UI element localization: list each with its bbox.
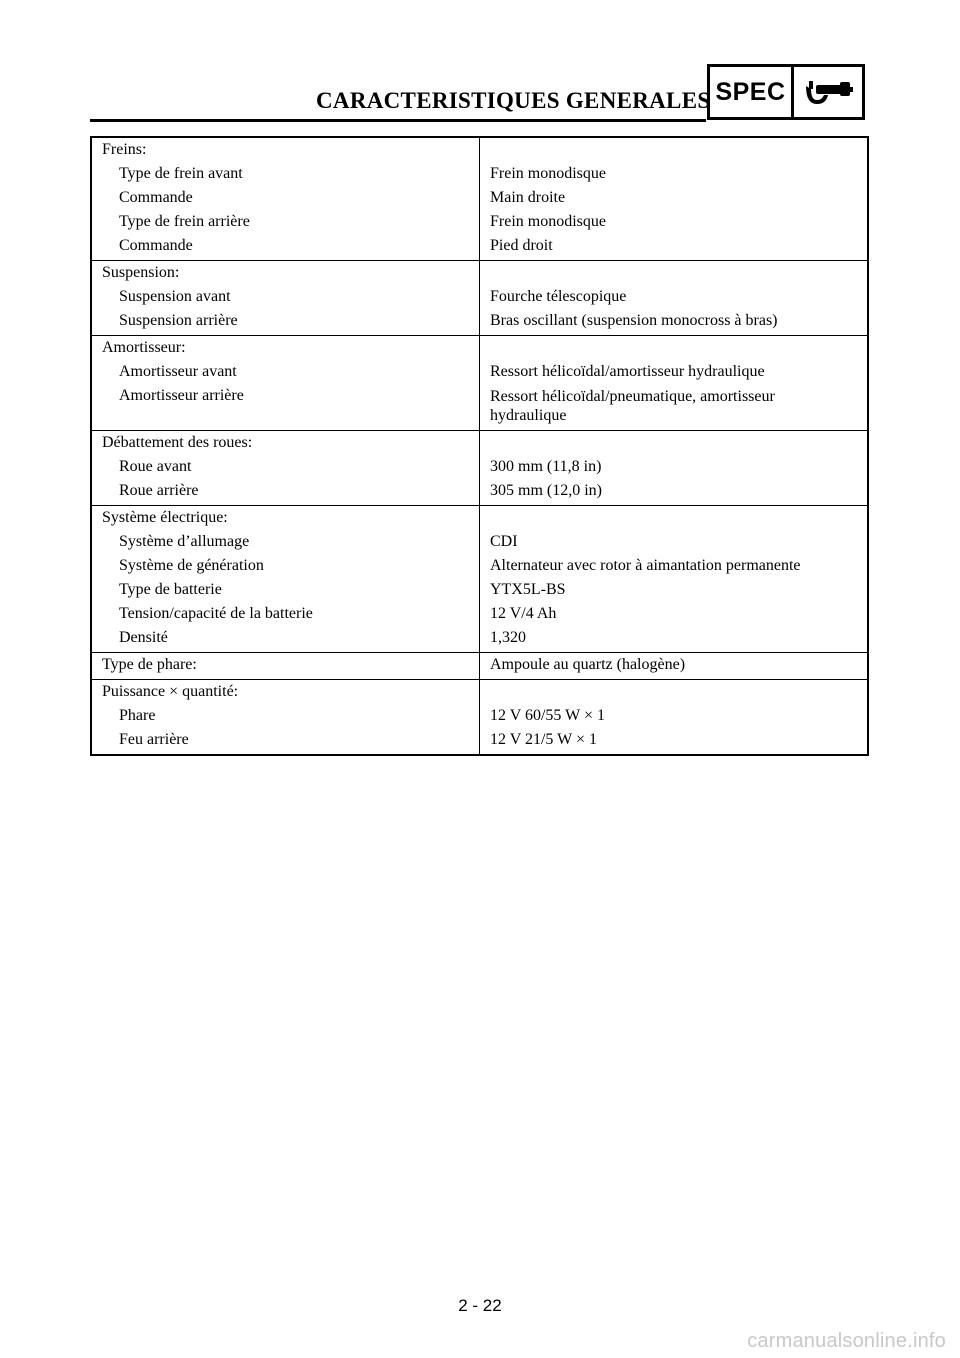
group-heading: Freins: xyxy=(102,141,147,158)
row-value: Bras oscillant (suspension monocross à bras) xyxy=(490,312,778,329)
spec-labels xyxy=(92,431,480,505)
spec-values xyxy=(480,653,867,679)
spec-group-freins xyxy=(92,138,867,260)
blank-cell xyxy=(490,506,859,530)
spec-labels xyxy=(92,261,480,335)
spec-values xyxy=(480,431,867,505)
spec-group-puissance xyxy=(92,679,867,754)
row-label: Type de frein arrière xyxy=(119,213,250,230)
row-value: Alternateur avec rotor à aimantation permanente xyxy=(490,557,801,574)
row-value: CDI xyxy=(490,533,518,550)
spec-labels xyxy=(92,506,480,652)
spec-values xyxy=(480,261,867,335)
row-label: Système d’allumage xyxy=(119,533,250,550)
blank-cell xyxy=(102,408,479,428)
row-value: 1,320 xyxy=(490,629,526,646)
blank-cell xyxy=(490,336,859,360)
watermark: carmanualsonline.info xyxy=(747,1330,946,1352)
page-title: CARACTERISTIQUES GENERALES xyxy=(316,88,711,113)
row-label: Système de génération xyxy=(119,557,264,574)
row-value: Frein monodisque xyxy=(490,165,606,182)
group-heading: Suspension: xyxy=(102,264,180,281)
row-label: Feu arrière xyxy=(119,731,189,748)
row-value: Ampoule au quartz (halogène) xyxy=(490,656,686,673)
spec-labels xyxy=(92,653,480,679)
row-label: Type de batterie xyxy=(119,581,222,598)
group-heading: Système électrique: xyxy=(102,509,228,526)
row-label: Roue avant xyxy=(119,458,192,475)
group-heading: Amortisseur: xyxy=(102,339,186,356)
row-label: Tension/capacité de la batterie xyxy=(119,605,313,622)
row-label: Suspension avant xyxy=(119,288,231,305)
row-label: Densité xyxy=(119,629,168,646)
spec-icon-cell xyxy=(794,67,862,117)
row-value: Fourche télescopique xyxy=(490,288,627,305)
row-value: Pied droit xyxy=(490,237,553,254)
spec-group-systeme-electrique xyxy=(92,505,867,652)
row-value: 12 V/4 Ah xyxy=(490,605,557,622)
row-label: Amortisseur avant xyxy=(119,363,237,380)
spec-group-debattement xyxy=(92,430,867,505)
spec-group-amortisseur xyxy=(92,335,867,430)
blank-cell xyxy=(490,261,859,285)
blank-cell xyxy=(490,138,859,162)
spec-table xyxy=(90,136,869,756)
spec-badge-label: SPEC xyxy=(710,67,794,117)
row-label: Commande xyxy=(119,237,193,254)
header-rule xyxy=(90,119,706,122)
blank-cell xyxy=(490,680,859,704)
section-badge xyxy=(707,64,865,120)
row-value: Frein monodisque xyxy=(490,213,606,230)
spec-values xyxy=(480,336,867,430)
row-label: Roue arrière xyxy=(119,482,199,499)
row-label: Commande xyxy=(119,189,193,206)
spec-labels xyxy=(92,680,480,754)
row-value: Main droite xyxy=(490,189,566,206)
row-label: Type de frein avant xyxy=(119,165,243,182)
row-value: Ressort hélicoïdal/amortisseur hydraulique xyxy=(490,363,765,380)
group-heading: Type de phare: xyxy=(102,656,197,673)
spec-values xyxy=(480,506,867,652)
blank-cell xyxy=(490,431,859,455)
spec-group-type-de-phare xyxy=(92,652,867,679)
wrench-icon xyxy=(802,77,854,107)
row-value: YTX5L-BS xyxy=(490,581,566,598)
row-value: 12 V 21/5 W × 1 xyxy=(490,731,597,748)
row-label: Suspension arrière xyxy=(119,312,238,329)
spec-labels xyxy=(92,336,480,430)
row-value: Ressort hélicoïdal/pneumatique, amortisseur hydraulique xyxy=(490,388,775,424)
group-heading: Débattement des roues: xyxy=(102,434,253,451)
row-value: 12 V 60/55 W × 1 xyxy=(490,707,605,724)
spec-group-suspension xyxy=(92,260,867,335)
spec-labels xyxy=(92,138,480,260)
group-heading: Puissance × quantité: xyxy=(102,683,239,700)
row-value: 300 mm (11,8 in) xyxy=(490,458,602,475)
row-value: 305 mm (12,0 in) xyxy=(490,482,602,499)
page-number: 2 - 22 xyxy=(458,1296,502,1315)
row-label: Phare xyxy=(119,707,156,724)
row-label: Amortisseur arrière xyxy=(119,387,244,404)
spec-values xyxy=(480,138,867,260)
spec-values xyxy=(480,680,867,754)
